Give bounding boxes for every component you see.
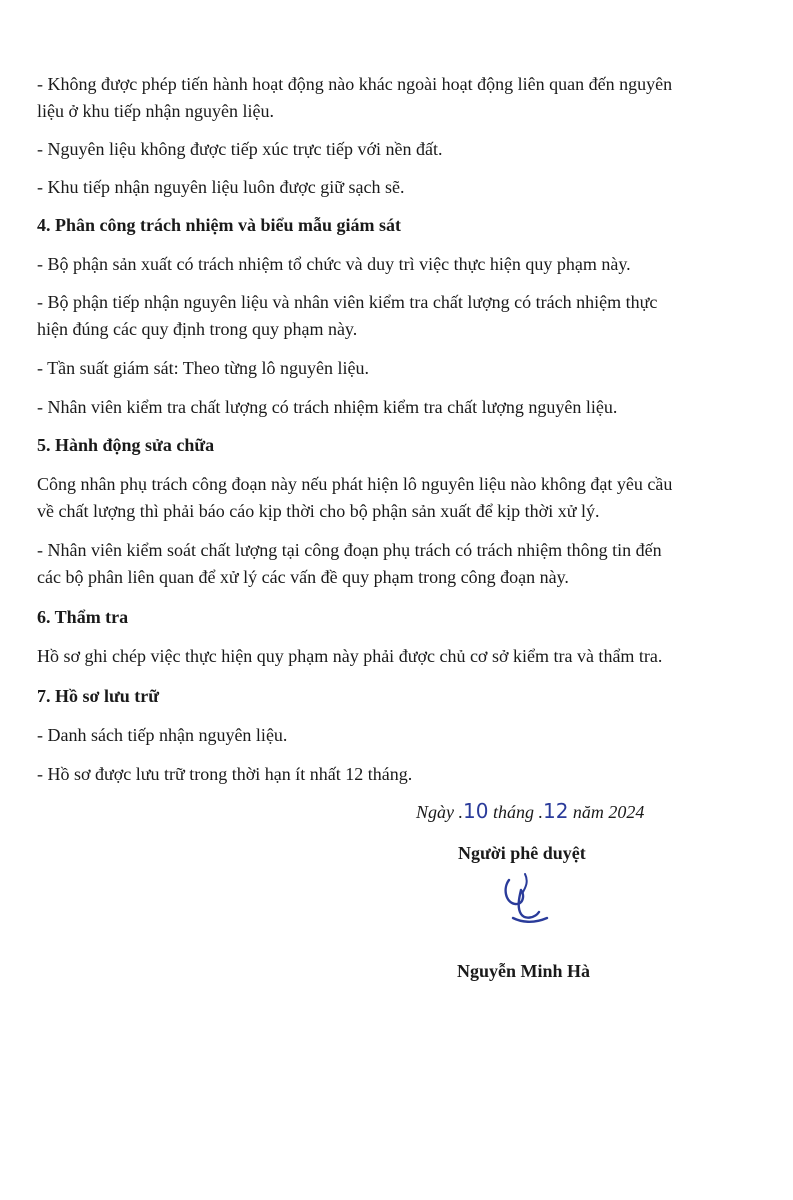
date-day: 10	[463, 799, 489, 823]
body-line: - Hồ sơ được lưu trữ trong thời hạn ít nhất 12 tháng.	[37, 764, 413, 784]
body-line: Hồ sơ ghi chép việc thực hiện quy phạm này phải được chủ cơ sở kiểm tra và thẩm tra.	[37, 646, 663, 666]
body-line: - Tần suất giám sát: Theo từng lô nguyên liệu.	[37, 358, 370, 378]
section-heading: 5. Hành động sửa chữa	[37, 435, 215, 455]
approver-title: Người phê duyệt	[458, 843, 586, 863]
section-heading: 4. Phân công trách nhiệm và biểu mẫu giám sát	[37, 215, 402, 235]
section-heading: 7. Hồ sơ lưu trữ	[37, 686, 160, 706]
date-year-label: năm 2024	[568, 802, 645, 822]
body-line: - Bộ phận tiếp nhận nguyên liệu và nhân viên kiểm tra chất lượng có trách nhiệm thực	[37, 292, 658, 312]
body-line: - Khu tiếp nhận nguyên liệu luôn được giữ sạch sẽ.	[37, 177, 405, 197]
body-line: Công nhân phụ trách công đoạn này nếu phát hiện lô nguyên liệu nào không đạt yêu cầu	[37, 474, 673, 494]
date-month: 12	[542, 799, 569, 823]
approver-name: Nguyễn Minh Hà	[457, 961, 591, 981]
signature-mark	[495, 868, 565, 938]
body-line: liệu ở khu tiếp nhận nguyên liệu.	[37, 101, 274, 121]
body-line: - Nguyên liệu không được tiếp xúc trực tiếp với nền đất.	[37, 139, 443, 159]
body-line: - Nhân viên kiểm tra chất lượng có trách nhiệm kiểm tra chất lượng nguyên liệu.	[37, 397, 618, 417]
body-line: hiện đúng các quy định trong quy phạm này.	[37, 319, 358, 339]
date-month-label: tháng .	[488, 802, 543, 822]
section-heading: 6. Thẩm tra	[37, 607, 129, 627]
body-line: về chất lượng thì phải báo cáo kịp thời cho bộ phận sản xuất để kịp thời xử lý.	[37, 501, 600, 521]
date-prefix: Ngày .	[416, 802, 463, 822]
body-line: - Không được phép tiến hành hoạt động nào khác ngoài hoạt động liên quan đến nguyên	[37, 74, 673, 94]
signature-date	[416, 800, 644, 823]
body-line: - Bộ phận sản xuất có trách nhiệm tổ chức và duy trì việc thực hiện quy phạm này.	[37, 254, 631, 274]
body-line: các bộ phân liên quan để xử lý các vấn đề quy phạm trong công đoạn này.	[37, 567, 569, 587]
body-line: - Danh sách tiếp nhận nguyên liệu.	[37, 725, 288, 745]
body-line: - Nhân viên kiểm soát chất lượng tại công đoạn phụ trách có trách nhiệm thông tin đến	[37, 540, 662, 560]
